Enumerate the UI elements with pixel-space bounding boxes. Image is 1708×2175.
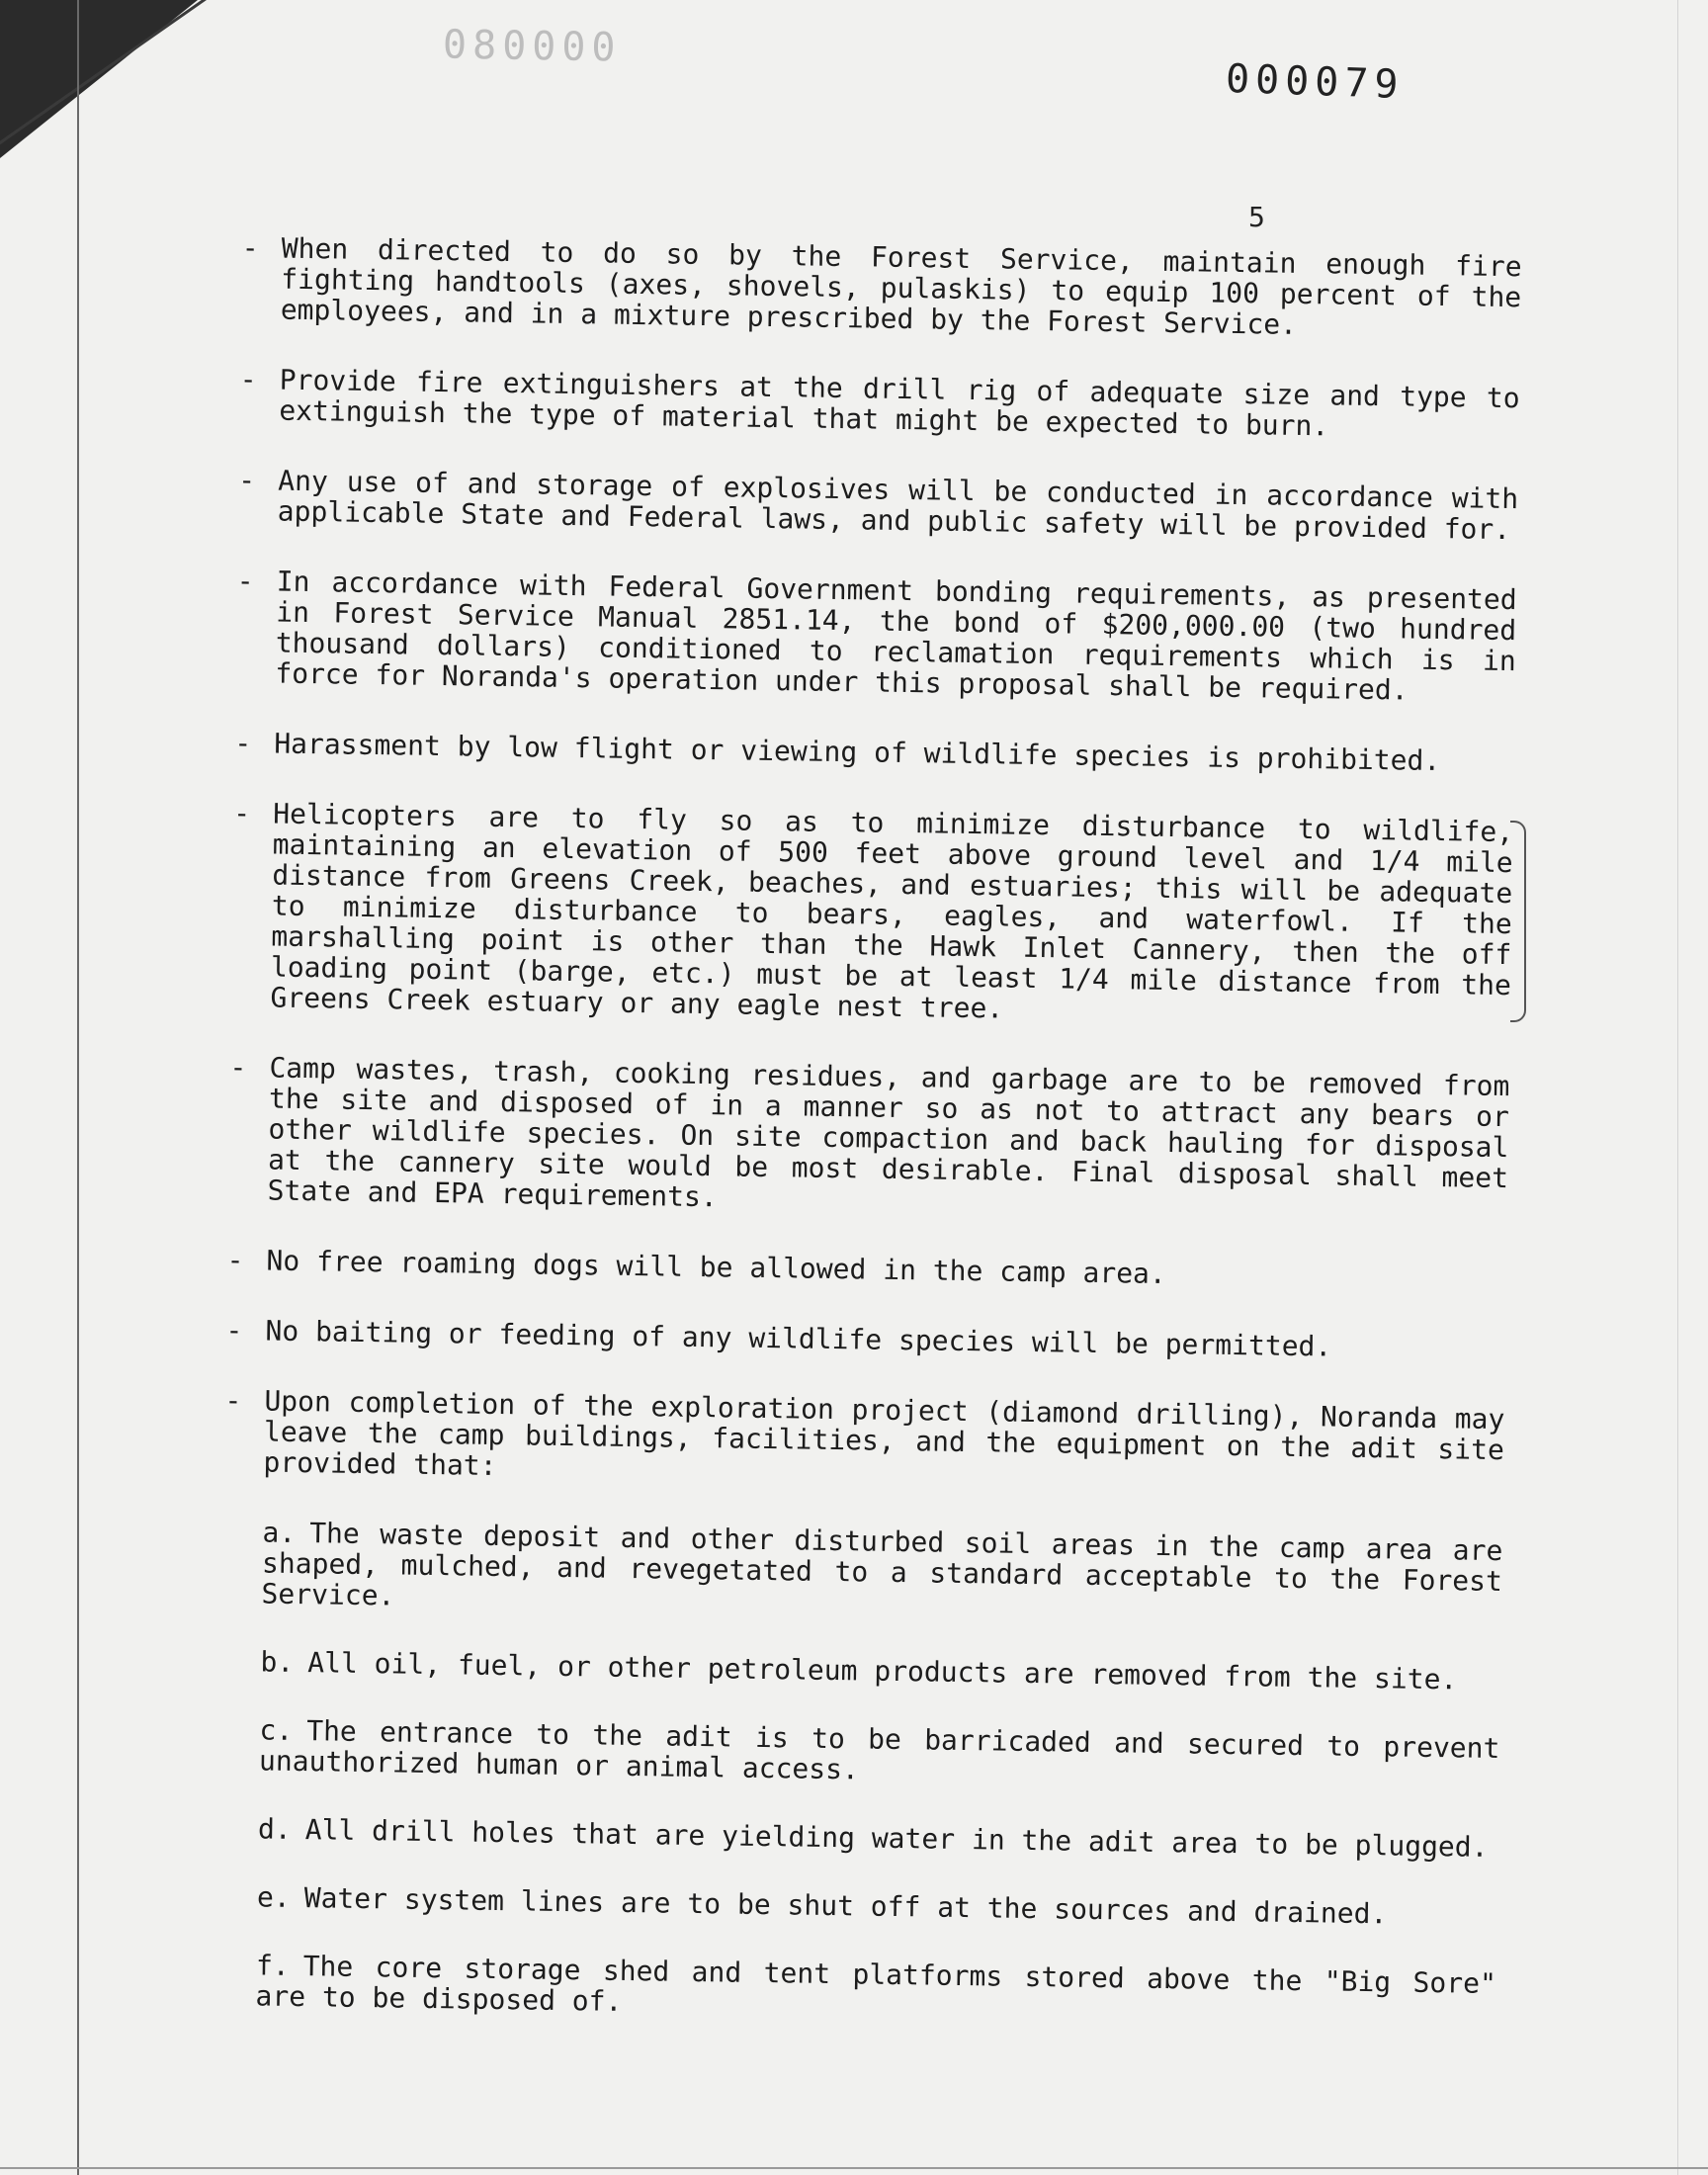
bullet-text: In accordance with Federal Government bonding requirements, as presented in Forest Service Manual 2851.14, the bond of $200,000.00 (two hundred thousand dollars) conditioned to reclamation requirements which is in force for Noranda's operation under this proposal shall be required. [275,565,1517,707]
sub-item-text: The waste deposit and other disturbed soil areas in the camp area are shaped, mulched, and revegetated to a standard acceptable to the Forest Service. [261,1517,1503,1612]
bullet-dash: - [229,1050,247,1085]
sub-item-letter: c. [259,1713,294,1747]
bullet-item [235,566,1517,707]
bullet-item [225,1315,1505,1364]
bullet-dash: - [239,362,257,396]
bullet-dash: - [241,231,259,265]
sub-item-letter: f. [255,1949,290,1982]
sub-item-text: The core storage shed and tent platforms stored above the "Big Sore" are to be disposed of. [255,1950,1497,2018]
sub-item [220,1646,1500,1696]
sub-item [217,1881,1497,1931]
sub-item-letter: b. [260,1645,295,1679]
sub-item-letter: e. [256,1880,291,1914]
bullet-dash: - [226,1243,244,1277]
sub-item-letter: a. [262,1516,297,1549]
bullet-text: Helicopters are to fly so as to minimize disturbance to wildlife, maintaining an elevation of 500 feet above ground level and 1/4 mile distance from Greens Creek, beaches, and estuaries; this will be adequate to minimize disturbance to bears, eagles, and waterfowl. If the marshalling point is other than the Hawk Inlet Cannery, then the off loading point (barge, etc.) must be at least 1/4 mile distance from the Greens Creek estuary or any eagle nest tree. [270,797,1514,1025]
sub-item-text: All drill holes that are yielding water in the adit area to be plugged. [304,1813,1489,1864]
bullet-item [230,798,1513,1031]
left-margin-rule [77,0,79,2175]
bullet-dash: - [225,1313,243,1348]
sub-item-text: All oil, fuel, or other petroleum products are removed from the site. [307,1646,1458,1696]
bullet-dash: - [236,564,254,598]
faint-stamp-number: 080000 [442,22,622,71]
sub-item-text: The entrance to the adit is to be barricaded and secured to prevent unauthorized human or animal access. [258,1714,1500,1786]
bullet-dash: - [224,1383,242,1418]
bullet-item [234,728,1514,777]
bullet-item [239,364,1520,444]
document-body [215,232,1522,2067]
margin-bracket-mark [1510,821,1526,1022]
page-number: 5 [1248,201,1265,233]
bullet-text: No baiting or feeding of any wildlife species will be permitted. [265,1314,1332,1363]
sub-item-letter: d. [257,1812,293,1846]
bullet-item [241,232,1522,343]
bullet-text: Any use of and storage of explosives will be conducted in accordance with applicable State and Federal laws, and public safety will be provided for. [277,464,1519,547]
bullet-text: When directed to do so by the Forest Service, maintain enough fire fighting handtools (axes, shovels, pulaskis) to equip 100 percent of the employees, and in a mixture prescribed by the Forest Service. [280,231,1522,341]
sub-item [221,1517,1502,1627]
sub-item [219,1714,1500,1794]
bullet-dash: - [233,796,251,830]
document-number: 000079 [1225,55,1406,109]
bullet-item [223,1385,1504,1496]
right-margin-rule [1677,0,1678,2175]
bottom-edge-rule [0,2167,1708,2169]
bullet-text: Provide fire extinguishers at the drill rig of adequate size and type to extinguish the type of material that might be expected to burn. [279,363,1520,443]
bullet-item [227,1052,1509,1224]
sub-item-text: Water system lines are to be shut off at the sources and drained. [303,1881,1388,1931]
bullet-dash: - [238,463,256,497]
sub-item [218,1813,1498,1863]
bullet-item [238,465,1519,545]
bullet-text: Upon completion of the exploration project (diamond drilling), Noranda may leave the camp buildings, facilities, and the equipment on the adit site provided that: [263,1384,1505,1482]
sub-item [215,1950,1496,2030]
bullet-text: No free roaming dogs will be allowed in the camp area. [266,1244,1167,1290]
bullet-item [226,1245,1506,1294]
bullet-text: Harassment by low flight or viewing of wildlife species is prohibited. [274,727,1441,778]
bullet-text: Camp wastes, trash, cooking residues, and garbage are to be removed from the site and disposed of in a manner so as not to attract any bears or other wildlife species. On site compaction and back hauling for disposal at the cannery site would be most desirable. Final disposal shall meet State and EPA requirements. [267,1051,1510,1214]
bullet-dash: - [234,726,252,760]
